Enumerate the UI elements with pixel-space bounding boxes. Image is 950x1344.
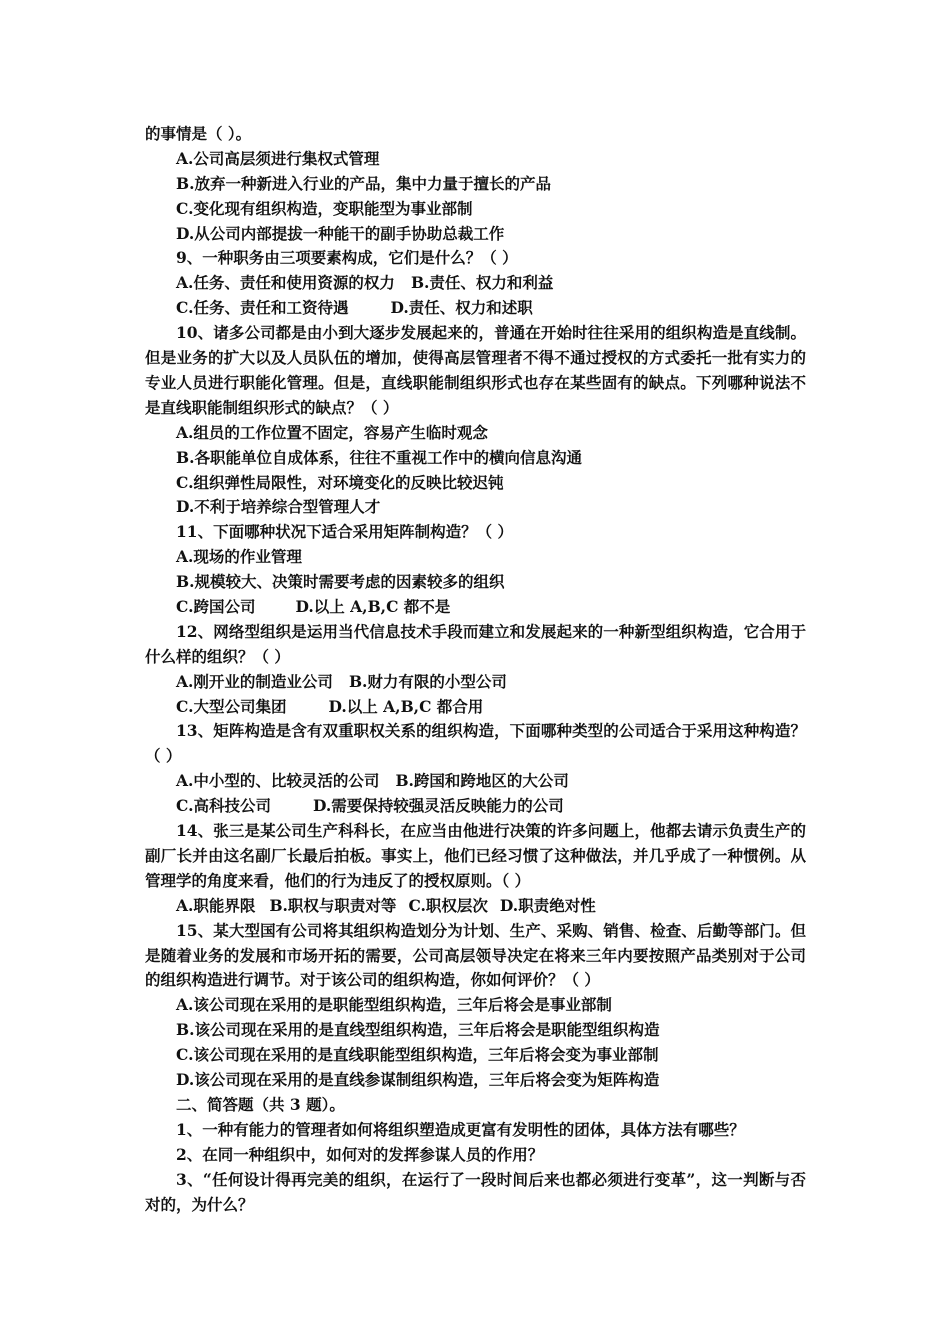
q11-option-b: B.规模较大、决策时需要考虑的因素较多的组织 xyxy=(176,572,505,592)
q14-option-a: A.职能界限 xyxy=(176,895,256,915)
q15-option-d: D.该公司现在采用的是直线参谋制组织构造，三年后将会变为矩阵构造 xyxy=(176,1070,660,1090)
q13-option-d: D.需要保持较强灵活反映能力的公司 xyxy=(312,796,564,816)
q10-option-c: C.组织弹性局限性，对环境变化的反映比较迟钝 xyxy=(176,472,504,492)
q8-option-d: D.从公司内部提拔一种能干的副手协助总裁工作 xyxy=(176,223,505,243)
q9-option-b: B.责任、权力和利益 xyxy=(410,273,554,293)
q9-stem: 9、一种职务由三项要素构成，它们是什么？（ ） xyxy=(176,248,518,268)
q12-stem: 12、网络型组织是运用当代信息技术手段而建立和发展起来的一种新型组织构造，它合用于什么样的组织？（ ） xyxy=(145,621,806,666)
q9-options-row-1 xyxy=(145,271,806,296)
q13-stem: 13、矩阵构造是含有双重职权关系的组织构造，下面哪种类型的公司适合于采用这种构造？（ ） xyxy=(145,721,806,766)
short-answer-3: 3、“任何设计得再完美的组织，在运行了一段时间后来也都必须进行变革”，这一判断与否对的，为什么？ xyxy=(145,1169,806,1214)
q14-option-d: D.职责绝对性 xyxy=(499,895,596,915)
q9-options-row-2 xyxy=(145,296,806,321)
q12-option-c: C.大型公司集团 xyxy=(176,696,287,716)
section-2-title: 二、简答题（共 3 题）。 xyxy=(176,1094,345,1114)
q8-option-a: A.公司高层须进行集权式管理 xyxy=(176,148,380,168)
q13-option-a: A.中小型的、比较灵活的公司 xyxy=(176,771,380,791)
q10-option-b: B.各职能单位自成体系，往往不重视工作中的横向信息沟通 xyxy=(176,447,582,467)
q15-option-a: A.该公司现在采用的是职能型组织构造，三年后将会是事业部制 xyxy=(176,995,612,1015)
question-continuation: 的事情是（ ）。 xyxy=(145,124,252,143)
short-answer-1: 1、一种有能力的管理者如何将组织塑造成更富有发明性的团体，具体方法有哪些？ xyxy=(176,1119,745,1139)
short-answer-2: 2、在同一种组织中，如何对的发挥参谋人员的作用？ xyxy=(176,1144,544,1164)
q13-options-row-2 xyxy=(145,794,806,819)
q11-option-a: A.现场的作业管理 xyxy=(176,547,302,567)
q11-options-row xyxy=(145,595,806,620)
q8-option-c: C.变化现有组织构造，变职能型为事业部制 xyxy=(176,198,473,218)
q11-option-c: C.跨国公司 xyxy=(176,596,256,616)
q15-option-b: B.该公司现在采用的是直线型组织构造，三年后将会是职能型组织构造 xyxy=(176,1020,660,1040)
q8-option-b: B.放弃一种新进入行业的产品，集中力量于擅长的产品 xyxy=(176,173,551,193)
q11-stem: 11、下面哪种状况下适合采用矩阵制构造？（ ） xyxy=(176,522,513,542)
q9-option-a: A.任务、责任和使用资源的权力 xyxy=(176,273,395,293)
q13-option-c: C.高科技公司 xyxy=(176,796,271,816)
q10-option-a: A.组员的工作位置不固定，容易产生临时观念 xyxy=(176,422,488,442)
q12-options-row-1 xyxy=(145,670,806,695)
q15-option-c: C.该公司现在采用的是直线职能型组织构造，三年后将会变为事业部制 xyxy=(176,1045,659,1065)
q10-stem: 10、诸多公司都是由小到大逐步发展起来的，普通在开始时往往采用的组织构造是直线制。但是业务的扩大以及人员队伍的增加，使得高层管理者不得不通过授权的方式委托一批有实力的专业人员进行职能化管理。但是，直线职能制组织形式也存在某些固有的缺点。下列哪种说法不是直线职能制组织形式的缺点？（ ） xyxy=(145,323,806,417)
document-body xyxy=(145,122,806,1217)
q9-option-d: D.责任、权力和述职 xyxy=(390,298,533,318)
q15-stem: 15、某大型国有公司将其组织构造划分为计划、生产、采购、销售、检查、后勤等部门。但是随着业务的发展和市场开拓的需要，公司高层领导决定在将来三年内要按照产品类别对于公司的组织构造进行调节。对于该公司的组织构造，你如何评价？（ ） xyxy=(145,920,806,990)
q14-option-b: B.职权与职责对等 xyxy=(269,895,397,915)
q14-options-row xyxy=(145,894,806,919)
q13-options-row-1 xyxy=(145,769,806,794)
q12-option-d: D.以上 A,B,C 都合用 xyxy=(328,696,484,716)
q13-option-b: B.跨国和跨地区的大公司 xyxy=(395,771,569,791)
q14-stem: 14、张三是某公司生产科科长，在应当由他进行决策的许多问题上，他都去请示负责生产的副厂长并由这名副厂长最后拍板。事实上，他们已经习惯了这种做法，并几乎成了一种惯例。从管理学的角度来看，他们的行为违反了的授权原则。（ ） xyxy=(145,821,806,890)
q10-option-d: D.不利于培养综合型管理人才 xyxy=(176,497,381,517)
q12-option-a: A.刚开业的制造业公司 xyxy=(176,671,333,691)
q12-option-b: B.财力有限的小型公司 xyxy=(348,671,507,691)
q12-options-row-2 xyxy=(145,695,806,720)
q9-option-c: C.任务、责任和工资待遇 xyxy=(176,298,349,318)
q11-option-d: D.以上 A,B,C 都不是 xyxy=(295,596,451,616)
q14-option-c: C.职权层次 xyxy=(408,895,488,915)
